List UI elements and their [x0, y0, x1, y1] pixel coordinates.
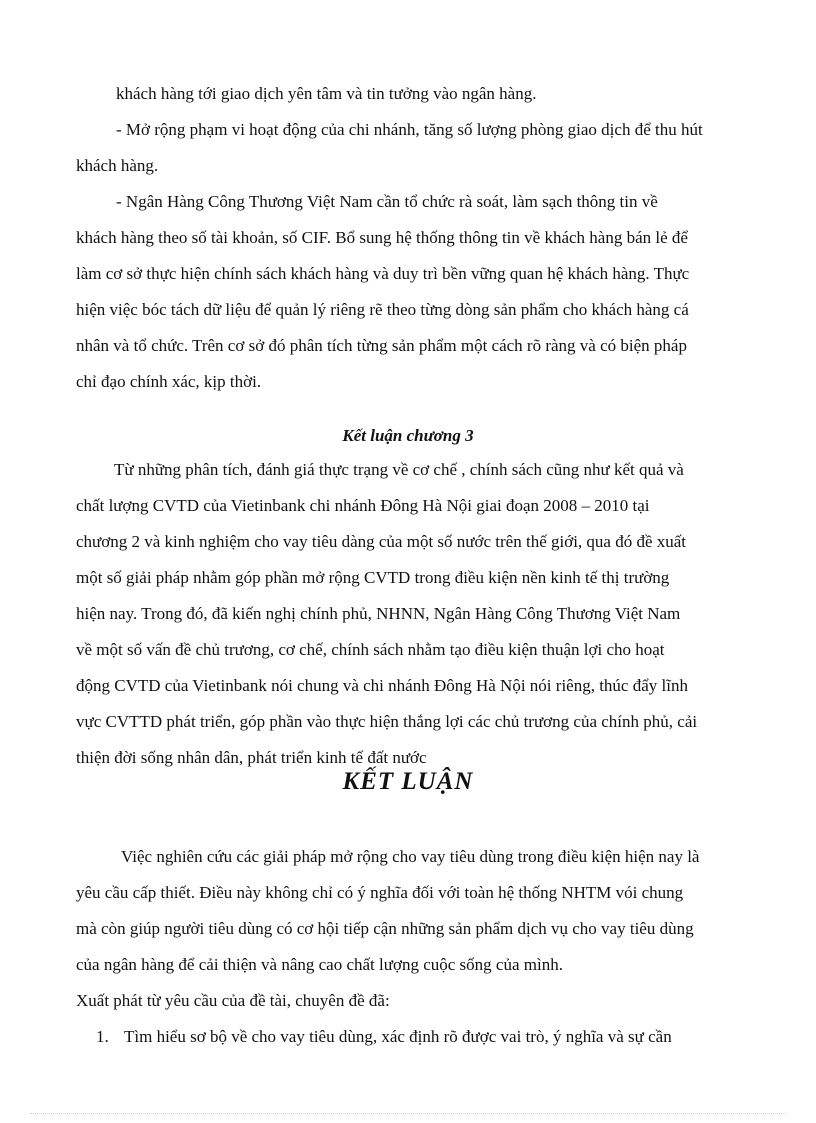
text-line: - Ngân Hàng Công Thương Việt Nam cần tổ chức rà soát, làm sạch thông tin về [116, 192, 658, 211]
text-line: thiện đời sống nhân dân, phát triển kinh tế đất nước [76, 748, 427, 767]
page-bottom-divider [30, 1113, 786, 1114]
text-line: chương 2 và kinh nghiệm cho vay tiêu dàng của một số nước trên thế giới, qua đó đề xuất [76, 532, 687, 551]
text-line: vực CVTTD phát triển, góp phần vào thực hiện thắng lợi các chủ trương của chính phủ, cải [76, 712, 698, 731]
list-text: Tìm hiểu sơ bộ về cho vay tiêu dùng, xác định rõ được vai trò, ý nghĩa và sự cần [124, 1027, 672, 1046]
text-line: mà còn giúp người tiêu dùng có cơ hội tiếp cận những sản phẩm dịch vụ cho vay tiêu dùng [76, 919, 694, 938]
text-line: về một số vấn đề chủ trương, cơ chế, chính sách nhằm tạo điều kiện thuận lợi cho hoạt [76, 640, 665, 659]
chapter3-conclusion-paragraph [76, 452, 758, 776]
list-number: 1. [96, 1027, 109, 1046]
list-item [76, 1019, 758, 1055]
text-line: - Mở rộng phạm vi hoạt động của chi nhánh, tăng số lượng phòng giao dịch để thu hút [116, 120, 703, 139]
conclusion-paragraph [76, 839, 758, 1055]
text-line: yêu cầu cấp thiết. Điều này không chỉ có ý nghĩa đối với toàn hệ thống NHTM vói chung [76, 883, 684, 902]
chapter3-conclusion-heading: Kết luận chương 3 [342, 426, 474, 445]
text-line: khách hàng theo số tài khoản, số CIF. Bổ sung hệ thống thông tin về khách hàng bán lẻ để [76, 228, 688, 247]
text-line: khách hàng. [76, 156, 159, 175]
text-line: động CVTD của Vietinbank nói chung và chi nhánh Đông Hà Nội nói riêng, thúc đẩy lĩnh [76, 676, 688, 695]
intro-line: Xuất phát từ yêu cầu của đề tài, chuyên đề đã: [76, 991, 390, 1010]
text-line: khách hàng tới giao dịch yên tâm và tin tưởng vào ngân hàng. [116, 84, 537, 103]
text-line: nhân và tổ chức. Trên cơ sở đó phân tích từng sản phẩm một cách rõ ràng và có biện pháp [76, 336, 687, 355]
text-line: làm cơ sở thực hiện chính sách khách hàng và duy trì bền vững quan hệ khách hàng. Thực [76, 264, 690, 283]
text-line: hiện nay. Trong đó, đã kiến nghị chính phủ, NHNN, Ngân Hàng Công Thương Việt Nam [76, 604, 681, 623]
text-line: chất lượng CVTD của Vietinbank chi nhánh Đông Hà Nội giai đoạn 2008 – 2010 tại [76, 496, 650, 515]
text-line: chỉ đạo chính xác, kịp thời. [76, 372, 262, 391]
text-line: Việc nghiên cứu các giải pháp mở rộng cho vay tiêu dùng trong điều kiện hiện nay là [121, 847, 700, 866]
text-line: của ngân hàng để cải thiện và nâng cao chất lượng cuộc sống của mình. [76, 955, 563, 974]
text-line: hiện việc bóc tách dữ liệu để quản lý riêng rẽ theo từng dòng sản phẩm cho khách hàng cá [76, 300, 689, 319]
section1-paragraphs [76, 76, 758, 400]
text-line: Từ những phân tích, đánh giá thực trạng về cơ chế , chính sách cũng như kết quả và [114, 460, 684, 479]
text-line: một số giải pháp nhằm góp phần mở rộng CVTD trong điều kiện nền kinh tế thị trường [76, 568, 670, 587]
conclusion-heading: KẾT LUẬN [342, 768, 474, 795]
